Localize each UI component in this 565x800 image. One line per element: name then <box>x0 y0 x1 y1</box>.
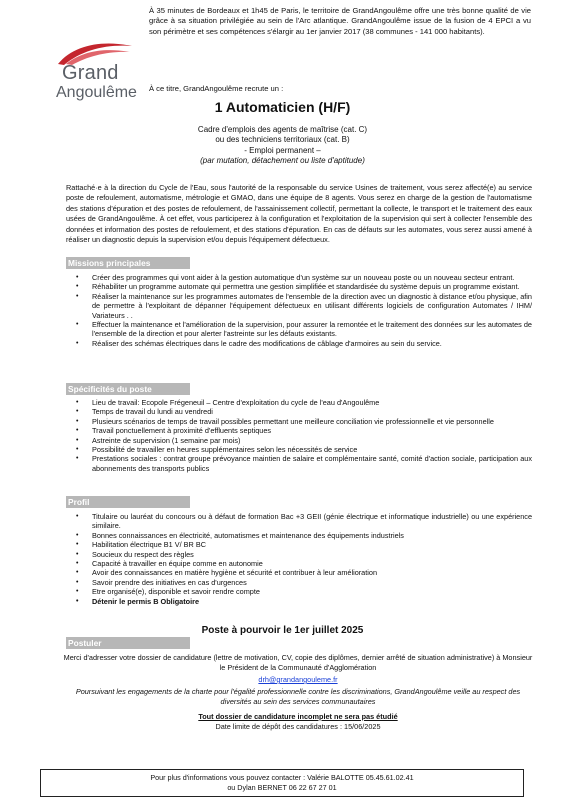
list-item: • Soucieux du respect des règles <box>66 550 532 559</box>
list-item: • Capacité à travailler en équipe comme en autonomie <box>66 559 532 568</box>
email-row <box>60 675 536 685</box>
job-title: 1 Automaticien (H/F) <box>214 99 351 115</box>
list-item: • Savoir prendre des initiatives en cas d'urgences <box>66 578 532 587</box>
specificites-list <box>66 398 532 473</box>
list-item: • Possibilité de travailler en heures supplémentaires selon les nécessités de service <box>66 445 532 454</box>
postuler-header: Postuler <box>66 637 190 649</box>
poste-date-heading: Poste à pourvoir le 1er juillet 2025 <box>201 625 364 636</box>
missions-list <box>66 273 532 348</box>
list-item: • Temps de travail du lundi au vendredi <box>66 407 532 416</box>
cadre-line-4: (par mutation, détachement ou liste d'aptitude) <box>200 156 365 166</box>
logo-text-angouleme: Angoulême <box>56 84 137 101</box>
list-item: • Titulaire ou lauréat du concours ou à défaut de formation Bac +3 GEII (génie électrique et informatique industrielle) ou une expérience similaire. <box>66 512 532 531</box>
profil-header: Profil <box>66 496 190 508</box>
list-item: • Bonnes connaissances en électricité, automatismes et maintenance des équipements industriels <box>66 531 532 540</box>
description-paragraph: Rattaché·e à la direction du Cycle de l'Eau, sous l'autorité de la responsable du service Usines de traitement, vous serez affecté(e) au service poste de refoulement, automatisme, métrologie et GMAO, dans une équipe de 8 agents. Vous serez en charge de la gestion de l'automatisme des stations d'épuration et des postes de refoulement, de l'assainissement collectif, permettant la collecte, le transport et le traitement des eaux usées de GrandAngoulême. À cet effet, vous participerez à la configuration et l'exploitation de la supervision qui sert à collecter l'ensemble des données et information des postes de refoulement, et des stations d'épuration. En cas de défauts sur les automates, vous serez aussi amené à réaliser un diagnostic depuis la supervision et/ou depuis l'équipement défectueux. <box>66 183 532 245</box>
cadre-line-2: ou des techniciens territoriaux (cat. B) <box>215 135 350 145</box>
cadre-line-1: Cadre d'emplois des agents de maîtrise (cat. C) <box>197 125 368 134</box>
recruit-line: À ce titre, GrandAngoulême recrute un : <box>149 84 284 93</box>
email-link[interactable]: drh@grandangouleme.fr <box>258 675 338 684</box>
list-item: • Prestations sociales : contrat groupe prévoyance maintien de salaire et complémentaire santé, comité d'action sociale, participation aux abonnements des transports publics <box>66 454 532 473</box>
list-item: • Détenir le permis B Obligatoire <box>66 597 532 606</box>
grandangouleme-logo <box>52 38 137 108</box>
logo-text-grand: Grand <box>62 62 119 84</box>
cadre-line-3: - Emploi permanent – <box>244 145 321 155</box>
profil-list <box>66 512 532 606</box>
list-item: • Etre organisé(e), disponible et savoir rendre compte <box>66 587 532 596</box>
list-item: • Plusieurs scénarios de temps de travail possibles permettant une meilleure conciliation vie professionnelle et vie personnelle <box>66 417 532 426</box>
contact-box <box>40 769 524 797</box>
list-item: • Avoir des connaissances en matière hygiène et sécurité et contribuer à leur amélioration <box>66 568 532 577</box>
list-item: • Réaliser des schémas électriques dans le cadre des modifications de câblage d'armoires au sein du service. <box>66 339 532 348</box>
missions-header: Missions principales <box>66 257 190 269</box>
contact-line-1: Pour plus d'informations vous pouvez contacter : Valérie BALOTTE 05.45.61.02.41 <box>150 773 414 782</box>
postuler-text: Merci d'adresser votre dossier de candidature (lettre de motivation, CV, copie des diplômes, dernier arrêté de situation administrative) à Monsieur le Président de la Communauté d'Agglomération <box>63 653 533 673</box>
list-item: • Créer des programmes qui vont aider à la gestion automatique d'un système sur un nouveau poste ou un nouveau secteur entrant. <box>66 273 532 282</box>
deadline-text: Date limite de dépôt des candidatures : 15/06/2025 <box>215 722 381 731</box>
list-item: • Travail ponctuellement à proximité d'effluents septiques <box>66 426 532 435</box>
intro-text: À 35 minutes de Bordeaux et 1h45 de Paris, le territoire de GrandAngoulême offre une très bonne qualité de vie grâce à sa situation privilégiée au sein de l'Arc atlantique. GrandAngoulême issue de la fusion de 4 EPCI a vu son périmètre et ses compétences s'élargir au 1er janvier 2017 (38 communes - 141 000 habitants). <box>149 6 531 36</box>
equality-statement: Poursuivant les engagements de la charte pour l'égalité professionnelle contre les discriminations, GrandAngoulême veille au respect des diversités au sein des services communautaires <box>75 687 521 707</box>
cadre-block <box>0 125 565 167</box>
incomplete-notice: Tout dossier de candidature incomplet ne sera pas étudié <box>198 712 398 721</box>
list-item: • Réhabiliter un programme automate qui permettra une gestion simplifiée et standardisée du système depuis un programme existant. <box>66 282 532 291</box>
list-item: • Lieu de travail: Ecopole Frégeneuil – Centre d'exploitation du cycle de l'eau d'Angoulême <box>66 398 532 407</box>
specificites-header: Spécificités du poste <box>66 383 190 395</box>
list-item: • Réaliser la maintenance sur les programmes automates de l'ensemble de la direction avec un diagnostic à distance et/ou physique, afin de permettre à l'exploitant de dépanner l'équipement défectueux en utilisant différents logiciels de configuration Automates / IHM/ Variateurs . . <box>66 292 532 320</box>
list-item: • Effectuer la maintenance et l'amélioration de la supervision, pour assurer la remontée et le traitement des données sur les automates de l'ensemble de la direction et pour alerter l'astreinte sur les défauts existants. <box>66 320 532 339</box>
contact-line-2: ou Dylan BERNET 06 22 67 27 01 <box>227 783 337 793</box>
list-item: • Habilitation électrique B1 V/ BR BC <box>66 540 532 549</box>
list-item: • Astreinte de supervision (1 semaine par mois) <box>66 436 532 445</box>
